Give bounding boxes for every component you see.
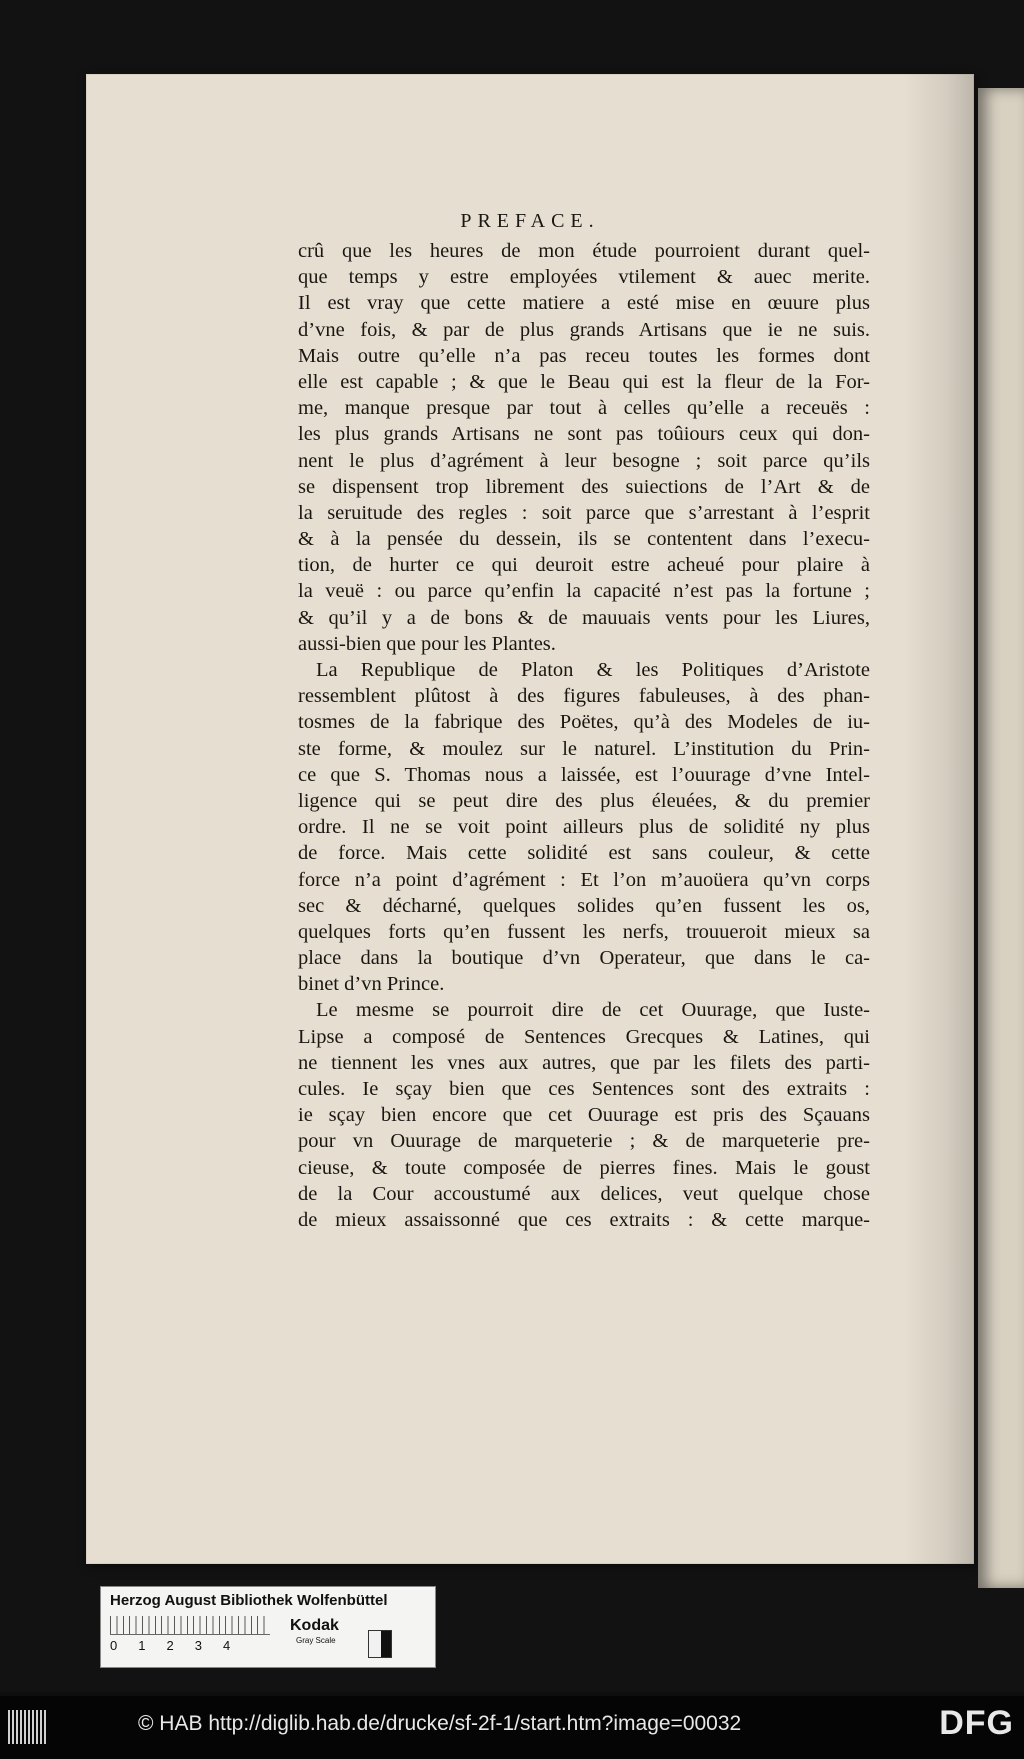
facing-page-edge <box>978 88 1024 1588</box>
text-line-23: ordre. Il ne se voit point ailleurs plus de solidité ny plus <box>298 816 870 839</box>
scale-ruler <box>110 1616 270 1664</box>
text-line-29: binet d’vn Prince. <box>298 973 445 996</box>
ruler-number-1: 1 <box>138 1638 146 1653</box>
running-head: PREFACE. <box>460 210 600 232</box>
text-line-5: Mais outre qu’elle n’a pas receu toutes les formes dont <box>298 344 870 367</box>
kodak-brand: Kodak <box>290 1617 339 1634</box>
text-line-10: se dispensent trop librement des suiections de l’Art & de <box>298 475 870 498</box>
text-line-38: de mieux assaissonné que ces extraits : & cette marque- <box>298 1208 870 1231</box>
ruler-number-4: 4 <box>222 1638 231 1653</box>
text-line-35: pour vn Ouurage de marqueterie ; & de marqueterie pre- <box>298 1130 870 1153</box>
ruler-numbers <box>110 1638 230 1653</box>
text-line-1: crû que les heures de mon étude pourroient durant quel- <box>298 240 870 262</box>
text-line-28: place dans la boutique d’vn Operateur, que dans le ca- <box>298 947 870 970</box>
text-line-32: ne tiennent les vnes aux autres, que par les filets des parti- <box>298 1051 870 1074</box>
text-line-36: cieuse, & toute composée de pierres fines. Mais le goust <box>298 1156 870 1179</box>
footer-bar <box>0 1696 1024 1759</box>
library-color-card <box>100 1586 436 1668</box>
ruler-ticks <box>110 1616 270 1635</box>
text-line-33: cules. Ie sçay bien que ces Sentences sont des extraits : <box>298 1078 870 1100</box>
text-line-3: Il est vray que cette matiere a esté mise en œuure plus <box>298 292 870 315</box>
text-line-8: les plus grands Artisans ne sont pas toûiours ceux qui don- <box>298 423 870 446</box>
text-line-17: La Republique de Platon & les Politiques d’Aristote <box>316 659 870 681</box>
text-line-14: la veuë : ou parce qu’enfin la capacité n’est pas la fortune ; <box>298 580 870 603</box>
ruler-number-0: 0 <box>110 1638 118 1653</box>
text-line-31: Lipse a composé de Sentences Grecques & Latines, qui <box>298 1025 870 1048</box>
library-name: Herzog August Bibliothek Wolfenbüttel <box>110 1592 388 1609</box>
dfg-logo: DFG <box>939 1704 1014 1742</box>
text-line-15: & qu’il y a de bons & de mauuais vents pour les Liures, <box>298 606 870 629</box>
text-line-16: aussi-bien que pour les Plantes. <box>298 632 556 655</box>
text-line-13: tion, de hurter ce qui deuroit estre acheué pour plaire à <box>298 554 870 577</box>
text-line-18: ressemblent plûtost à des figures fabuleuses, à des phan- <box>298 685 870 708</box>
gray-scale-label: Gray Scale <box>296 1636 336 1645</box>
book-page <box>86 74 974 1564</box>
text-line-37: de la Cour accoustumé aux delices, veut quelque chose <box>298 1182 870 1205</box>
text-line-24: de force. Mais cette solidité est sans couleur, & cette <box>298 842 870 865</box>
source-url: © HAB http://diglib.hab.de/drucke/sf-2f-1/start.htm?image=00032 <box>138 1712 742 1735</box>
text-line-12: & à la pensée du dessein, ils se contentent dans l’execu- <box>298 528 870 551</box>
text-line-4: d’vne fois, & par de plus grands Artisans que ie ne suis. <box>298 318 870 341</box>
ruler-number-3: 3 <box>194 1638 202 1653</box>
text-line-26: sec & décharné, quelques solides qu’en fussent les os, <box>298 894 870 917</box>
text-line-30: Le mesme se pourroit dire de cet Ouurage, que Iuste- <box>316 999 870 1022</box>
text-line-9: nent le plus d’agrément à leur besogne ; soit parce qu’ils <box>298 449 870 472</box>
ruler-number-2: 2 <box>166 1638 174 1653</box>
gray-scale-chip <box>368 1630 392 1658</box>
text-line-27: quelques forts qu’en fussent les nerfs, trouueroit mieux sa <box>298 920 870 943</box>
text-line-21: ce que S. Thomas nous a laissée, est l’ouurage d’vne Intel- <box>298 763 870 786</box>
text-line-6: elle est capable ; & que le Beau qui est la fleur de la For- <box>298 370 870 393</box>
text-line-34: ie sçay bien encore que cet Ouurage est pris des Sçauans <box>298 1104 870 1127</box>
text-line-19: tosmes de la fabrique des Poëtes, qu’à des Modeles de iu- <box>298 711 870 734</box>
text-line-25: force n’a point d’agrément : Et l’on m’auoüera qu’vn corps <box>298 868 870 891</box>
page-text <box>298 238 870 1233</box>
text-line-7: me, manque presque par tout à celles qu’elle a receuës : <box>298 397 870 420</box>
text-line-22: ligence qui se peut dire des plus éleuées, & du premier <box>298 789 870 812</box>
text-line-2: que temps y estre employées vtilement & auec merite. <box>298 266 870 289</box>
text-line-11: la seruitude des regles : soit parce que s’arrestant à l’esprit <box>298 501 870 524</box>
barcode-icon <box>8 1710 48 1744</box>
text-line-20: ste forme, & moulez sur le naturel. L’institution du Prin- <box>298 737 870 760</box>
